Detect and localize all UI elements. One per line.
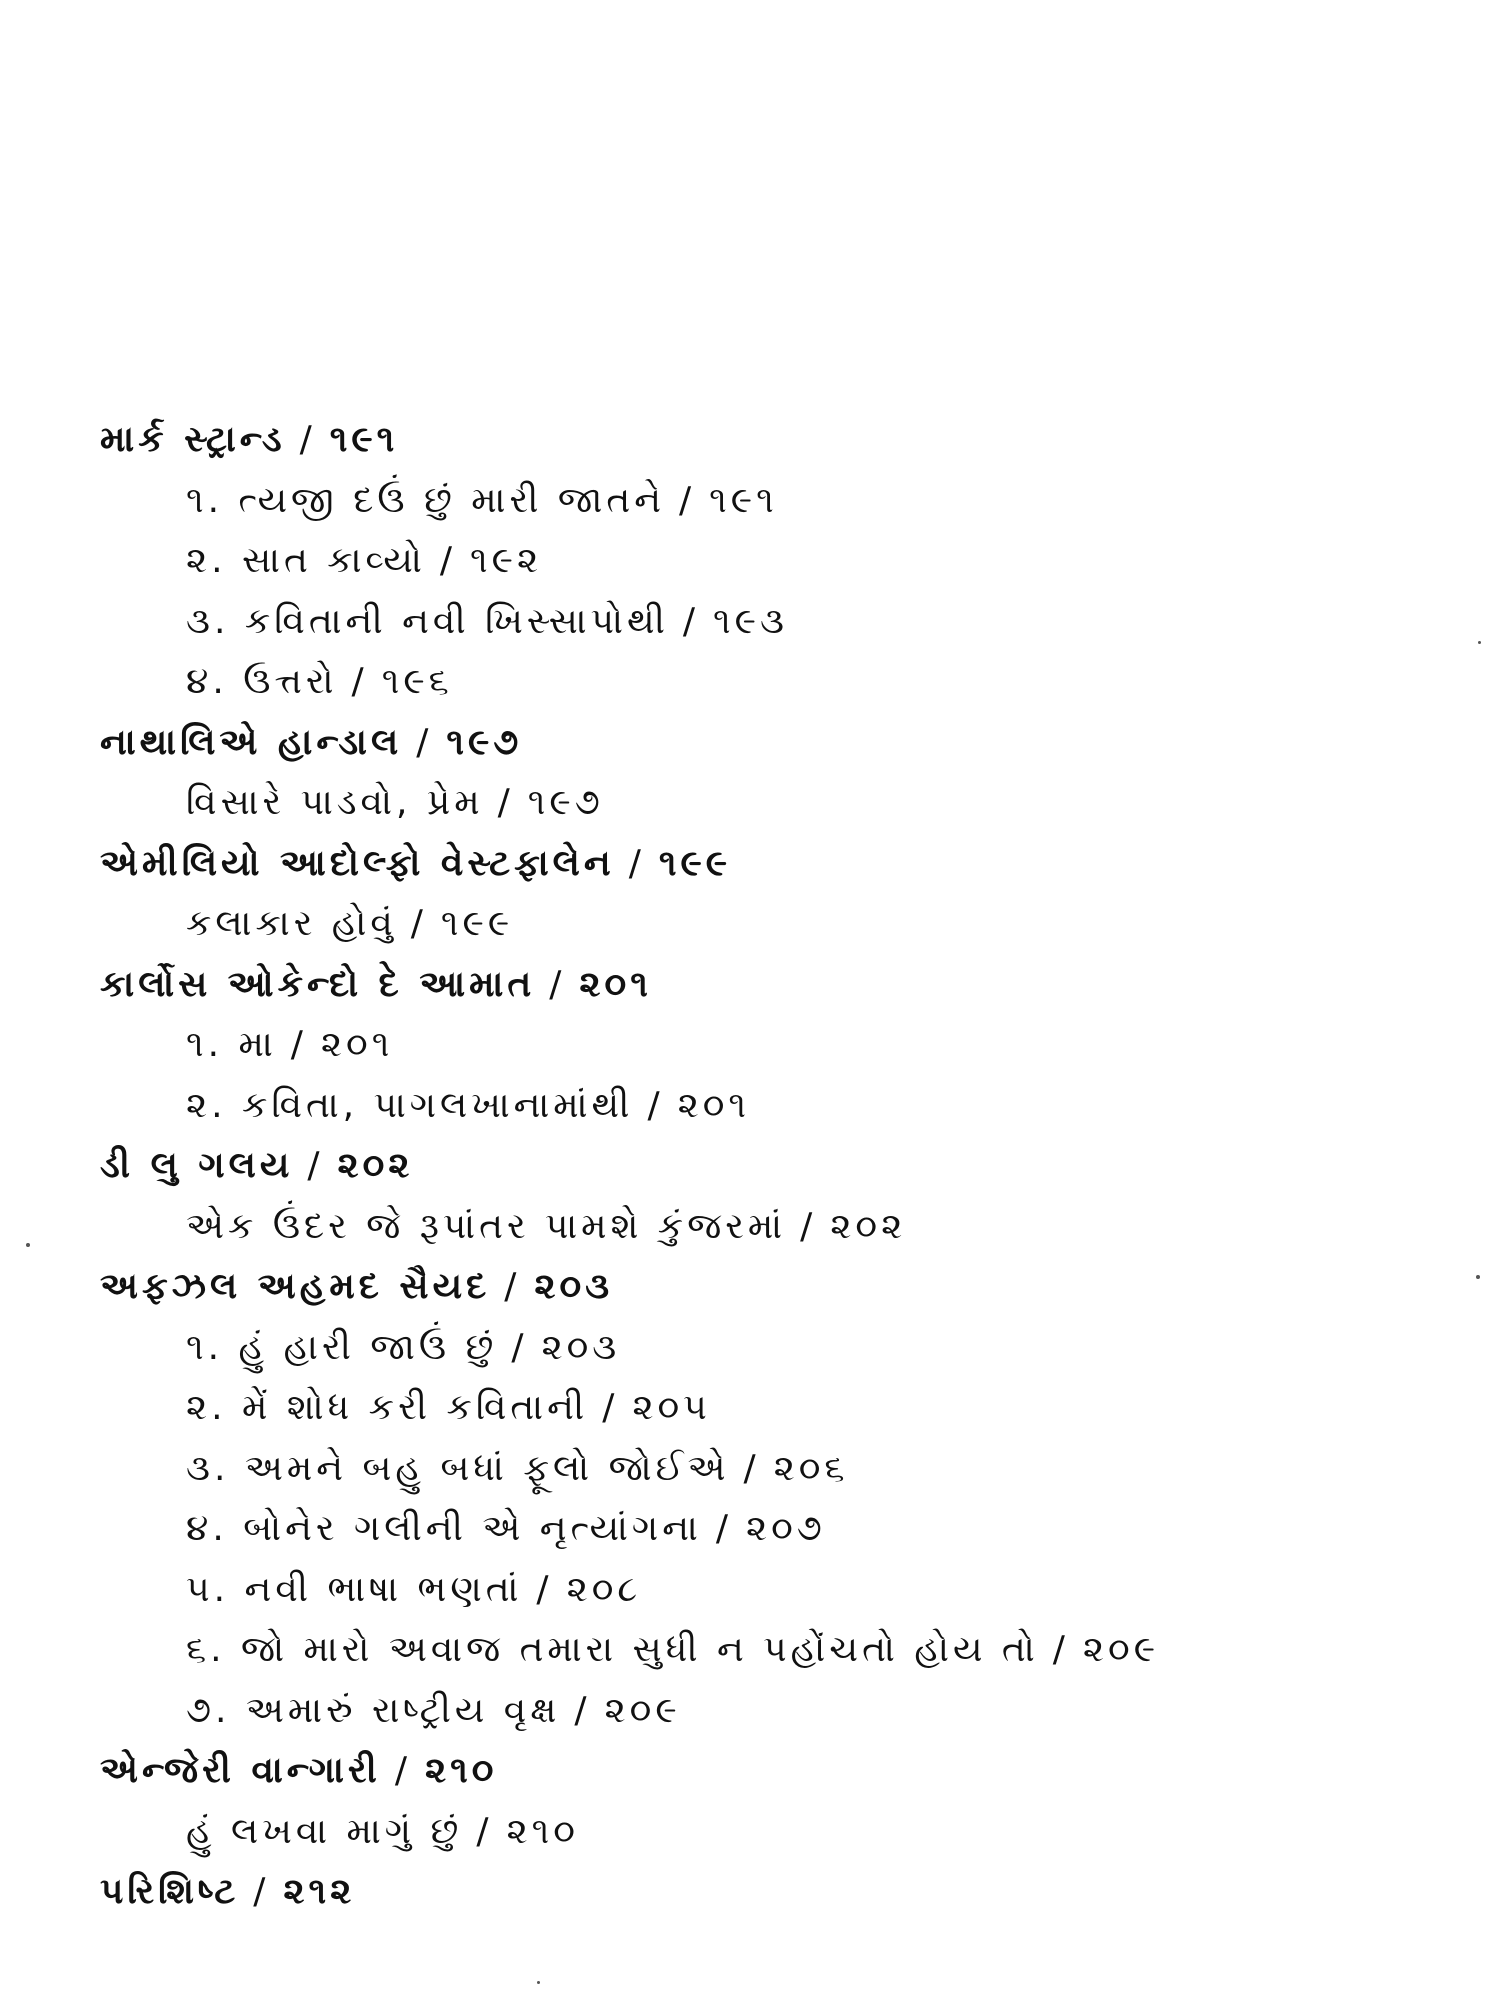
entry-page-number: ૧૯૨ <box>470 540 543 581</box>
toc-poem-entry <box>100 1076 1480 1137</box>
entry-separator: / <box>307 1145 324 1186</box>
scan-speck <box>26 1243 30 1247</box>
entry-page-number: ૨૦૮ <box>566 1568 642 1610</box>
entry-separator: / <box>511 1326 528 1368</box>
toc-author-entry <box>100 955 1480 1016</box>
toc-poem-entry <box>100 1560 1480 1621</box>
entry-page-number: ૨૦૩ <box>534 1266 614 1307</box>
entry-page-number: ૨૦૧ <box>677 1084 751 1126</box>
entry-separator: / <box>800 1205 817 1247</box>
entry-title: એક ઉંદર જે રૂપાંતર પામશે કુંજરમાં <box>186 1205 787 1247</box>
entry-separator: / <box>682 600 700 642</box>
entry-page-number: ૨૦૯ <box>604 1689 681 1731</box>
entry-separator: / <box>497 782 514 823</box>
entry-separator: / <box>679 479 696 521</box>
entry-separator: / <box>253 1871 270 1912</box>
entry-page-number: ૨૧૨ <box>283 1871 356 1912</box>
entry-page-number: ૨૦૬ <box>773 1447 849 1489</box>
entry-title: અફઝલ અહમદ સૈયદ <box>100 1266 491 1307</box>
toc-poem-entry <box>100 1439 1480 1500</box>
toc-poem-entry <box>100 531 1480 592</box>
entry-separator: / <box>476 1810 493 1852</box>
entry-separator: / <box>299 419 316 460</box>
toc-poem-entry <box>100 1681 1480 1742</box>
entry-separator: / <box>628 842 645 884</box>
entry-title: ૭. અમારું રાષ્ટ્રીય વૃક્ષ <box>186 1689 561 1731</box>
entry-separator: / <box>351 661 368 702</box>
toc-author-entry <box>100 1741 1480 1802</box>
entry-title: ૨. સાત કાવ્યો <box>186 540 426 581</box>
scan-speck <box>1476 1275 1480 1279</box>
entry-page-number: ૨૦૧ <box>320 1024 394 1065</box>
table-of-contents <box>100 410 1480 1923</box>
entry-separator: / <box>504 1266 521 1307</box>
entry-separator: / <box>549 963 566 1005</box>
toc-poem-entry <box>100 1378 1480 1439</box>
entry-title: ૬. જો મારો અવાજ તમારા સુધી ન પહોંચતો હોય તો <box>186 1629 1039 1670</box>
entry-title: ૧. ત્યજી દઉં છું મારી જાતને <box>186 479 666 521</box>
entry-separator: / <box>647 1084 664 1126</box>
toc-poem-entry <box>100 1015 1480 1076</box>
toc-poem-entry <box>100 1499 1480 1560</box>
entry-page-number: ૧૯૧ <box>329 419 399 460</box>
entry-page-number: ૧૯૭ <box>446 721 523 763</box>
toc-author-entry <box>100 713 1480 774</box>
scan-speck <box>537 1981 540 1984</box>
entry-separator: / <box>394 1750 411 1791</box>
toc-poem-entry <box>100 592 1480 653</box>
entry-title: ૨. કવિતા, પાગલખાનામાંથી <box>186 1084 634 1126</box>
toc-author-entry <box>100 1257 1480 1318</box>
toc-author-entry <box>100 834 1480 895</box>
entry-separator: / <box>715 1508 732 1549</box>
entry-page-number: ૨૧૦ <box>506 1810 579 1852</box>
entry-page-number: ૨૧૦ <box>424 1750 498 1791</box>
entry-page-number: ૧૯૯ <box>658 842 732 884</box>
toc-poem-entry <box>100 894 1480 955</box>
entry-separator: / <box>439 540 456 581</box>
entry-page-number: ૧૯૯ <box>440 903 514 944</box>
entry-separator: / <box>290 1024 307 1065</box>
entry-page-number: ૧૯૧ <box>709 479 778 521</box>
entry-page-number: ૨૦૩ <box>541 1326 621 1368</box>
toc-poem-entry <box>100 471 1480 532</box>
entry-separator: / <box>602 1387 619 1428</box>
toc-poem-entry <box>100 1802 1480 1863</box>
entry-title: ૧. હું હારી જાઉં છું <box>186 1326 498 1368</box>
entry-title: ડી લુ ગલય <box>100 1145 294 1186</box>
toc-poem-entry <box>100 1197 1480 1258</box>
entry-title: ૪. બોનેર ગલીની એ નૃત્યાંગના <box>186 1508 702 1549</box>
entry-title: પરિશિષ્ટ <box>100 1871 240 1912</box>
entry-title: કાર્લોસ ઓકેન્દો દે આમાત <box>100 963 536 1005</box>
toc-poem-entry <box>100 773 1480 834</box>
entry-page-number: ૨૦૨ <box>337 1145 414 1186</box>
entry-page-number: ૧૯૭ <box>527 782 604 823</box>
entry-separator: / <box>574 1689 591 1731</box>
toc-author-entry <box>100 410 1480 471</box>
entry-title: ૨. મેં શોધ કરી કવિતાની <box>186 1387 589 1428</box>
entry-title: ૫. નવી ભાષા ભણતાં <box>186 1568 523 1610</box>
toc-poem-entry <box>100 1318 1480 1379</box>
scan-speck <box>1478 641 1481 644</box>
entry-page-number: ૧૯૬ <box>381 661 453 702</box>
entry-title: હું લખવા માગું છું <box>186 1810 463 1852</box>
entry-page-number: ૧૯૩ <box>713 600 788 642</box>
toc-poem-entry <box>100 1620 1480 1681</box>
entry-title: ૩. અમને બહુ બધાં ફૂલો જોઈએ <box>186 1447 730 1489</box>
entry-separator: / <box>416 721 433 763</box>
entry-page-number: ૨૦૭ <box>746 1508 826 1549</box>
entry-separator: / <box>410 903 427 944</box>
entry-page-number: ૨૦૫ <box>632 1387 711 1428</box>
entry-title: કલાકાર હોવું <box>186 903 397 944</box>
entry-page-number: ૨૦૯ <box>1082 1629 1160 1670</box>
entry-page-number: ૨૦૨ <box>830 1205 907 1247</box>
entry-separator: / <box>743 1447 760 1489</box>
toc-author-entry <box>100 1862 1480 1923</box>
entry-separator: / <box>536 1568 553 1610</box>
entry-title: ૩. કવિતાની નવી ખિસ્સાપોથી <box>186 600 669 642</box>
entry-title: ૧. મા <box>186 1024 277 1065</box>
entry-title: વિસારે પાડવો, પ્રેમ <box>186 782 484 823</box>
entry-title: નાથાલિએ હાન્ડાલ <box>100 721 403 763</box>
entry-title: એન્જેરી વાન્ગારી <box>100 1750 381 1791</box>
toc-poem-entry <box>100 652 1480 713</box>
entry-title: માર્ક સ્ટ્રાન્ડ <box>100 419 286 460</box>
toc-author-entry <box>100 1136 1480 1197</box>
entry-title: ૪. ઉત્તરો <box>186 661 338 702</box>
entry-title: એમીલિયો આદોલ્ફો વેસ્ટફાલેન <box>100 842 615 884</box>
entry-page-number: ૨૦૧ <box>579 963 652 1005</box>
entry-separator: / <box>1052 1629 1069 1670</box>
